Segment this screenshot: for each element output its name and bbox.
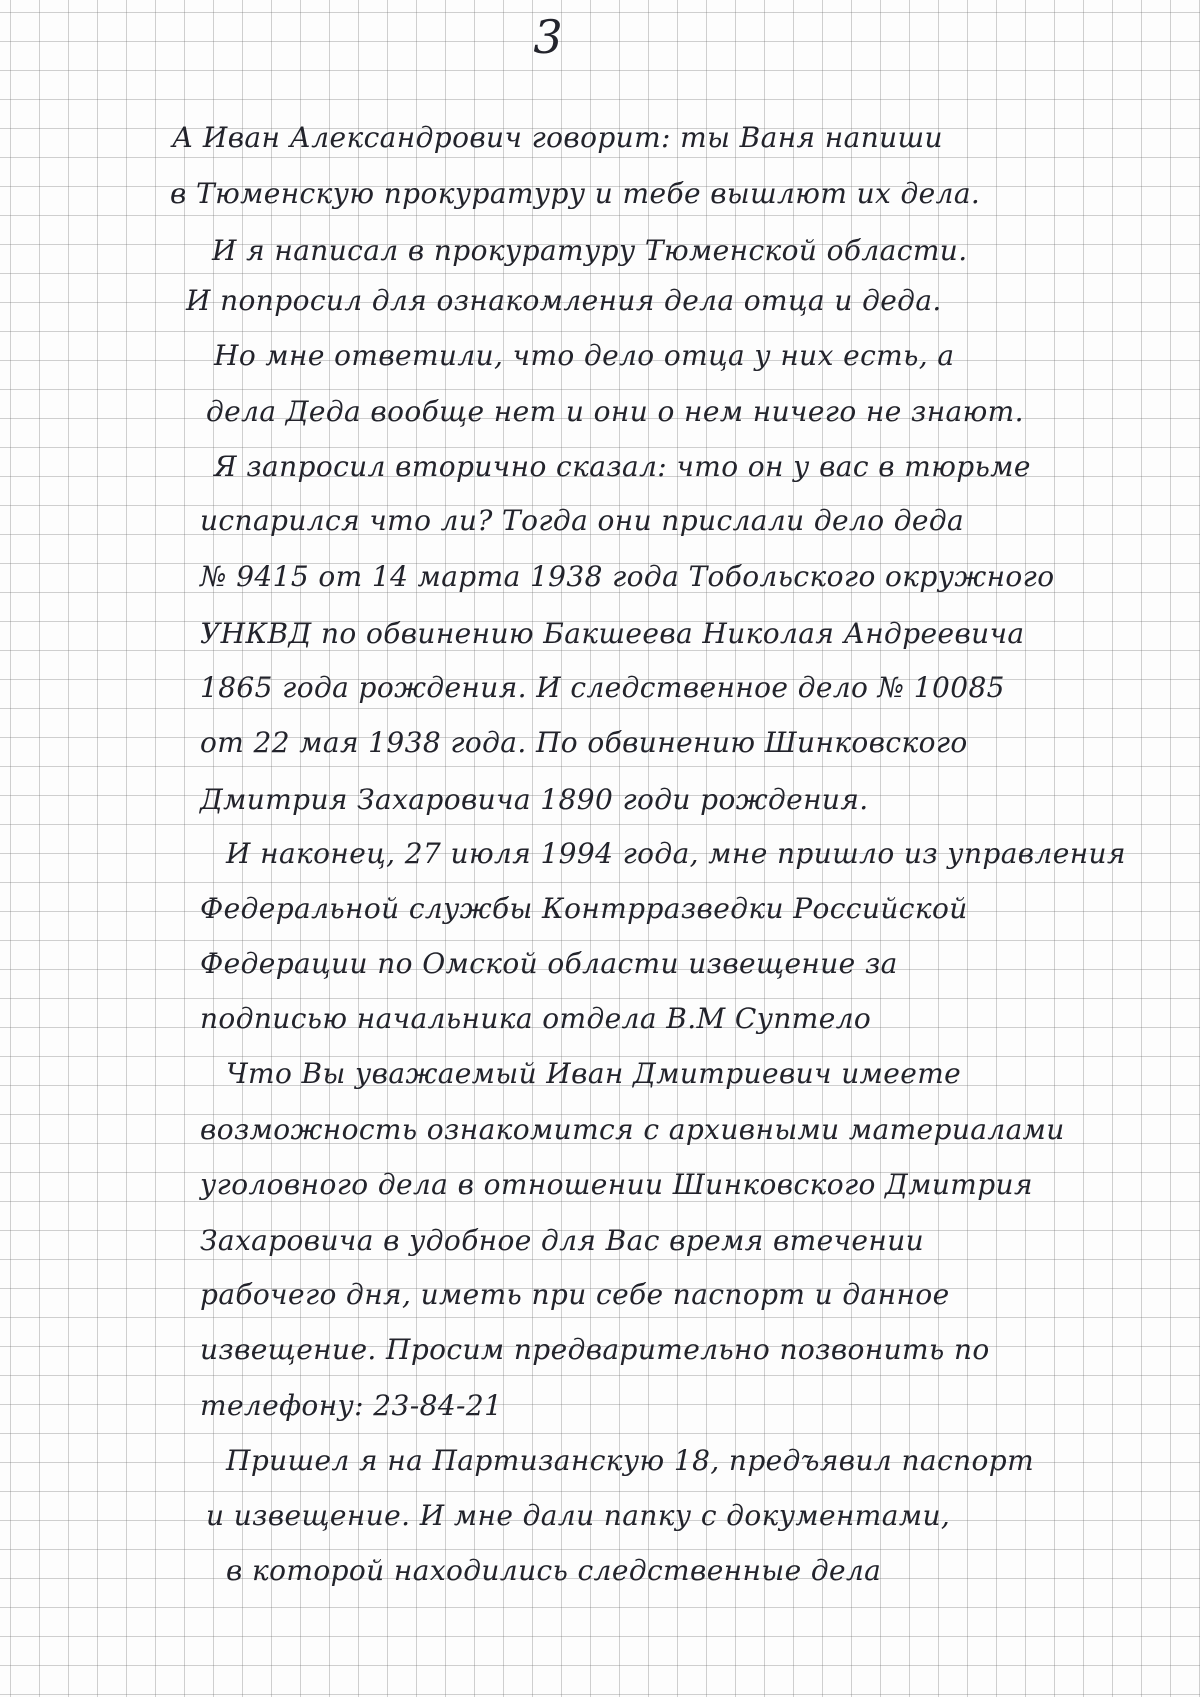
text-line: в которой находились следственные дела <box>226 1554 882 1587</box>
text-line: уголовного дела в отношении Шинковского Дмитрия <box>200 1168 1033 1201</box>
text-line: рабочего дня, иметь при себе паспорт и данное <box>200 1278 950 1311</box>
text-line: И попросил для ознакомления дела отца и деда. <box>186 284 942 317</box>
text-line: И я написал в прокуратуру Тюменской области. <box>212 234 968 267</box>
text-line: возможность ознакомится с архивными материалами <box>200 1113 1065 1146</box>
text-line: в Тюменскую прокуратуру и тебе вышлют их дела. <box>170 177 981 210</box>
page-number: 3 <box>533 10 563 64</box>
text-line: от 22 мая 1938 года. По обвинению Шинковского <box>200 726 968 759</box>
text-line: испарился что ли? Тогда они прислали дело деда <box>200 504 965 537</box>
text-line: дела Деда вообще нет и они о нем ничего не знают. <box>206 395 1024 428</box>
text-line: № 9415 от 14 марта 1938 года Тобольского окружного <box>200 560 1055 593</box>
text-line: А Иван Александрович говорит: ты Ваня напиши <box>172 121 943 154</box>
text-line: Пришел я на Партизанскую 18, предъявил паспорт <box>226 1444 1035 1477</box>
text-line: Что Вы уважаемый Иван Дмитриевич имеете <box>226 1057 962 1090</box>
text-line: и извещение. И мне дали папку с документами, <box>206 1499 951 1532</box>
text-line: Но мне ответили, что дело отца у них есть, а <box>214 339 955 372</box>
text-line: извещение. Просим предварительно позвонить по <box>200 1333 990 1366</box>
text-line: телефону: 23-84-21 <box>200 1389 503 1422</box>
text-line: подписью начальника отдела В.М Суптело <box>200 1002 872 1035</box>
text-line: Дмитрия Захаровича 1890 годи рождения. <box>200 783 869 816</box>
text-line: Федерации по Омской области извещение за <box>200 947 898 980</box>
text-line: И наконец, 27 июля 1994 года, мне пришло из управления <box>226 837 1126 870</box>
text-line: УНКВД по обвинению Бакшеева Николая Андреевича <box>200 617 1025 650</box>
text-line: Я запросил вторично сказал: что он у вас в тюрьме <box>214 450 1031 483</box>
text-line: 1865 года рождения. И следственное дело № 10085 <box>200 671 1005 704</box>
text-line: Захаровича в удобное для Вас время втечении <box>200 1224 925 1257</box>
text-line: Федеральной службы Контрразведки Российской <box>200 892 968 925</box>
